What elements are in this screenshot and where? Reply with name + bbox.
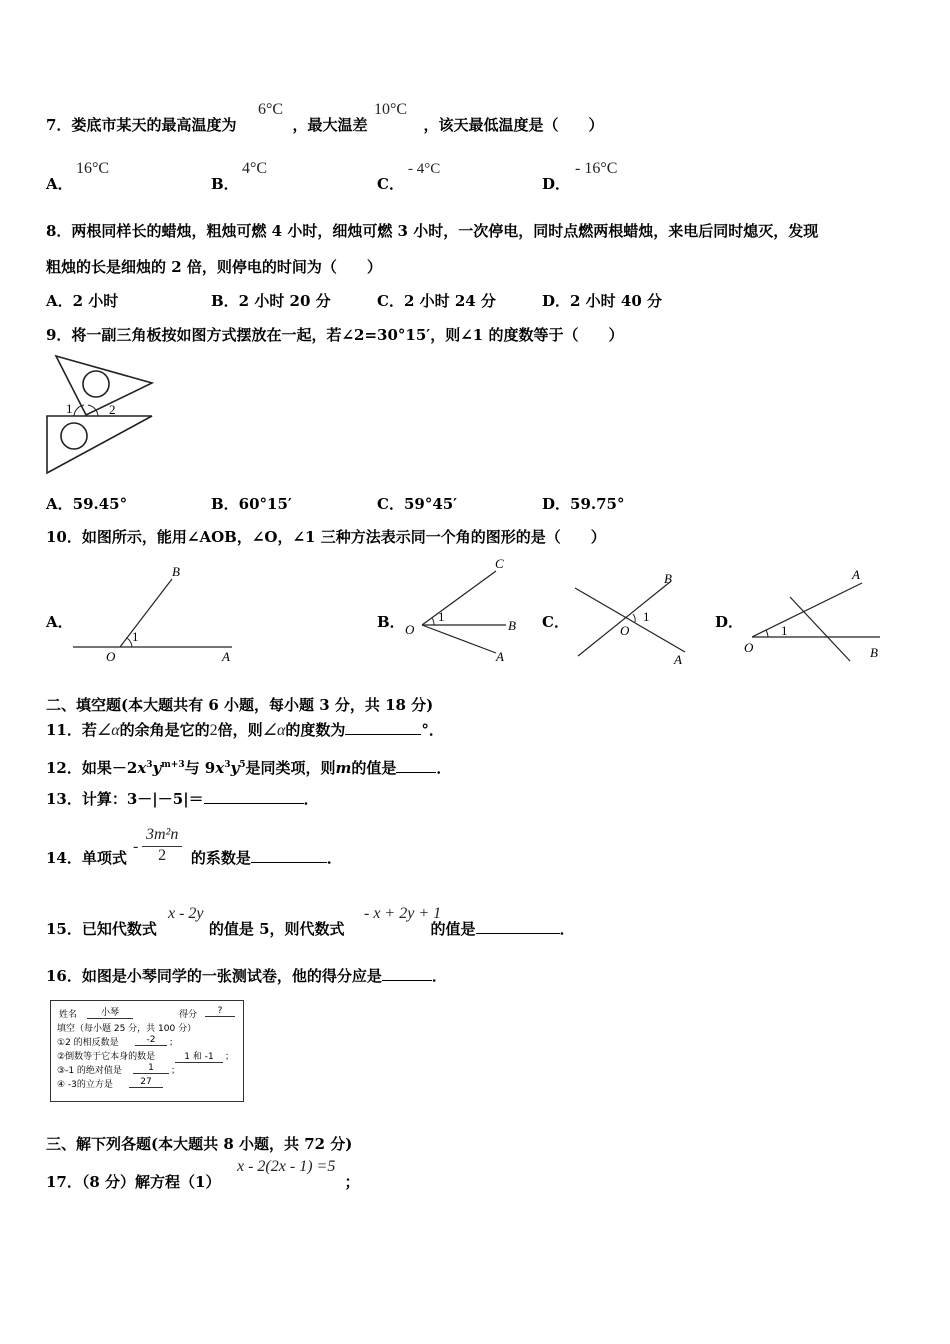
q10b-label-1: 1 [438,609,445,624]
q11-answer-blank[interactable] [345,720,421,735]
q9-option-c[interactable]: C．59°45′ [377,495,458,513]
q7-option-b[interactable]: B． [211,175,239,193]
q7-stem: 7．娄底市某天的最高温度为 ，最大温差 ，该天最低温度是（ ） [46,116,604,134]
card-row-3-answer: 1 [133,1063,169,1074]
section2-title: 二、填空题(本大题共有 6 小题，每小题 3 分，共 18 分) [46,696,434,714]
q8-option-d[interactable]: D．2 小时 40 分 [542,292,662,310]
q13-line: 13．计算：3－|－5|＝ ． [46,790,319,808]
q9-angle2-label: 2 [109,402,116,417]
q8-stem-line2: 粗烛的长是细烛的 2 倍，则停电的时间为（ ） [46,258,382,276]
q10c-label-1: 1 [643,609,650,624]
q7-option-d[interactable]: D． [542,175,571,193]
q10-figure-c [570,568,695,668]
card-row-1-tail: ； [169,1038,179,1048]
q9-option-d[interactable]: D．59.75° [542,495,625,513]
q14-minus-sign: - [133,838,139,855]
q10c-label-a: A [674,652,682,667]
q10a-label-b: B [172,564,180,579]
q9-triangle-figure [44,353,154,478]
q10-option-c[interactable]: C． [542,613,569,631]
q10-option-a[interactable]: A． [46,613,73,631]
q17-line: 17．（8 分）解方程（1） ； [46,1173,360,1191]
q10-figure-d [740,565,890,665]
card-row-3-tail: ； [171,1066,181,1076]
q10-figure-a [70,565,240,665]
q10a-label-o: O [106,649,116,664]
q10d-label-a: A [852,567,860,582]
q10a-label-1: 1 [132,629,139,644]
card-score-label: 得分 [179,1010,198,1020]
card-row-2-answer: 1 和 -1 [175,1049,223,1063]
q10b-label-c: C [495,556,504,571]
q8-option-c[interactable]: C．2 小时 24 分 [377,292,496,310]
q10c-label-o: O [620,623,630,638]
q7-option-d-value: - 16°C [575,160,618,177]
q14-line: 14．单项式 的系数是 ． [46,849,342,867]
q7-option-c[interactable]: C． [377,175,404,193]
q7-option-a[interactable]: A． [46,175,73,193]
q10-option-d[interactable]: D． [715,613,744,631]
q10b-label-o: O [405,622,415,637]
q14-denominator: 2 [158,847,167,864]
q10b-label-a: A [496,649,504,664]
q9-option-b[interactable]: B．60°15′ [211,495,292,513]
q16-line: 16．如图是小琴同学的一张测试卷，他的得分应是 ． [46,967,447,985]
q7-option-b-value: 4°C [242,160,268,177]
q10d-label-1: 1 [781,623,788,638]
q8-stem-line1: 8．两根同样长的蜡烛，粗烛可燃 4 小时，细烛可燃 3 小时，一次停电，同时点燃两根蜡烛，来电后同时熄灭，发现 [46,222,819,240]
card-name-value: 小琴 [87,1005,133,1019]
q7-high-temp: 6°C [258,101,284,118]
q9-stem: 9．将一副三角板按如图方式摆放在一起，若∠2=30°15′，则∠1 的度数等于（ ） [46,326,624,344]
q12-line: 12．如果$-2x^3y^{m+3}$与 $9x^3y^5$是同类项，则m的值是 ． [46,759,452,777]
q15-answer-blank[interactable] [476,919,560,934]
card-row-2-tail: ； [225,1052,235,1062]
card-row-4-answer: 27 [129,1077,163,1088]
card-score-value: ? [205,1006,235,1017]
q15-expression-2: - x + 2y + 1 [364,905,442,922]
q10d-label-b: B [870,645,878,660]
card-row-1-answer: -2 [135,1035,167,1046]
card-row-2-question: ②倒数等于它本身的数是 [57,1052,156,1062]
q10c-label-b: B [664,571,672,586]
card-row-3-question: ③-1 的绝对值是 [57,1066,122,1076]
q10b-label-b: B [508,618,516,633]
card-header: 填空（每小题 25 分，共 100 分） [57,1024,197,1034]
q10a-label-a: A [222,649,230,664]
q15-expression-1: x - 2y [168,905,204,922]
q10-stem: 10．如图所示，能用∠AOB，∠O，∠1 三种方法表示同一个角的图形的是（ ） [46,528,606,546]
q8-option-b[interactable]: B．2 小时 20 分 [211,292,331,310]
q16-answer-blank[interactable] [382,966,432,981]
q10-option-b[interactable]: B． [377,613,405,631]
q9-option-a[interactable]: A．59.45° [46,495,128,513]
q8-option-a[interactable]: A．2 小时 [46,292,119,310]
q7-temp-difference: 10°C [374,101,408,118]
q12-answer-blank[interactable] [396,758,436,773]
q14-numerator: 3m²n [142,826,182,847]
q14-fraction [142,826,182,865]
q9-angle1-label: 1 [66,401,73,416]
q11-line: 11．若∠α的余角是它的2倍，则∠α的度数为 °． [46,721,444,739]
section3-title: 三、解下列各题(本大题共 8 小题，共 72 分) [46,1135,353,1153]
q7-option-a-value: 16°C [76,160,110,177]
q10-figure-b [400,557,520,662]
q17-equation: x - 2(2x - 1) =5 [237,1158,336,1175]
card-row-1-question: ①2 的相反数是 [57,1038,119,1048]
q16-test-paper-figure [50,1000,244,1102]
q13-answer-blank[interactable] [204,789,304,804]
q15-line: 15．已知代数式 的值是 5，则代数式 的值是 ． [46,920,575,938]
card-row-4-question: ④ -3的立方是 [57,1080,113,1090]
q14-answer-blank[interactable] [251,848,327,863]
q10d-label-o: O [744,640,754,655]
card-name-label: 姓名 [59,1010,78,1020]
q7-option-c-value: - 4°C [408,161,441,177]
